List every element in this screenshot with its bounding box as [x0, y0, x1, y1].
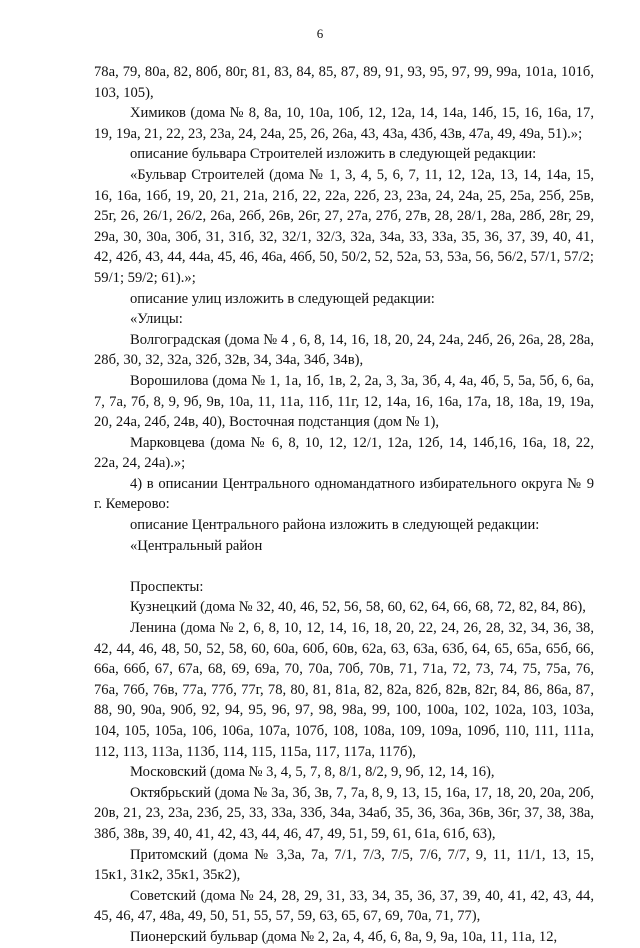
paragraph: описание улиц изложить в следующей редакции:: [130, 290, 435, 307]
paragraph: Волгоградская (дома № 4 , 6, 8, 14, 16, 18, 20, 24, 24а, 24б, 26, 26а, 28, 28а, 28б, 30, 32, 32а, 32б, 32в, 34, 34а, 34б, 34в),: [94, 331, 594, 369]
paragraph: 4) в описании Центрального одномандатного избирательного округа № 9 г. Кемерово:: [94, 475, 594, 513]
paragraph: Проспекты:: [130, 578, 204, 595]
document-body: [94, 62, 594, 948]
paragraph: описание Центрального района изложить в следующей редакции:: [130, 517, 540, 534]
paragraph: Пионерский бульвар (дома № 2, 2а, 4, 4б, 6, 8а, 9, 9а, 10а, 11, 11а, 12,: [130, 928, 558, 945]
paragraph: Ворошилова (дома № 1, 1а, 1б, 1в, 2, 2а, 3, 3а, 3б, 4, 4а, 4б, 5, 5а, 5б, 6, 6а, 7, 7а, 7б, 8, 9, 9б, 9в, 10а, 11, 11а, 11б, 11г, 12, 14а, 16, 16а, 17а, 18, 18а, 19, 19а, 20, 24а, 24б, 24в, 40), Восточная подстанция (дом № 1),: [94, 372, 594, 431]
paragraph: «Улицы:: [130, 311, 183, 328]
paragraph: «Центральный район: [130, 537, 263, 554]
page-number: 6: [316, 26, 324, 41]
paragraph: Химиков (дома № 8, 8а, 10, 10а, 10б, 12, 12а, 14, 14а, 14б, 15, 16, 16а, 17, 19, 19а, 21, 22, 23, 23а, 24, 24а, 25, 26, 26а, 43, 43а, 43б, 43в, 47а, 49, 49а, 51).»;: [94, 105, 594, 142]
paragraph: Московский (дома № 3, 4, 5, 7, 8, 8/1, 8/2, 9, 9б, 12, 14, 16),: [130, 764, 495, 781]
paragraph: Советский (дома № 24, 28, 29, 31, 33, 34, 35, 36, 37, 39, 40, 41, 42, 43, 44, 45, 46, 47, 48а, 49, 50, 51, 55, 57, 59, 63, 65, 67, 69, 70а, 71, 77),: [94, 887, 594, 925]
paragraph: Ленина (дома № 2, 6, 8, 10, 12, 14, 16, 18, 20, 22, 24, 26, 28, 32, 34, 36, 38, 42, 44, 46, 48, 50, 52, 58, 60, 60а, 60б, 60в, 62а, 63, 63а, 63б, 64, 65, 65а, 65б, 66, 66а, 66б, 67, 67а, 68, 69, 69а, 70, 70а, 70б, 70в, 71, 71а, 72, 73, 74, 75, 75а, 76, 76а, 76б, 76в, 77а, 77б, 77г, 78, 80, 81, 81а, 82, 82а, 82б, 82в, 82г, 84, 86, 86а, 87, 88, 90, 90а, 90б, 92, 94, 95, 96, 97, 98, 98а, 99, 100, 100а, 102, 102а, 103, 103а, 104, 105, 105а, 106, 106а, 107а, 107б, 108, 108а, 109, 109а, 109б, 110, 111, 111а, 112, 113, 113а, 113б, 114, 115, 115а, 117, 117а, 117б),: [94, 620, 594, 760]
paragraph: Кузнецкий (дома № 32, 40, 46, 52, 56, 58, 60, 62, 64, 66, 68, 72, 82, 84, 86),: [130, 599, 586, 616]
paragraph: 78а, 79, 80а, 82, 80б, 80г, 81, 83, 84, 85, 87, 89, 91, 93, 95, 97, 99, 99а, 101а, 101б, 103, 105),: [94, 64, 594, 101]
paragraph: описание бульвара Строителей изложить в следующей редакции:: [130, 146, 537, 163]
paragraph: Марковцева (дома № 6, 8, 10, 12, 12/1, 12а, 12б, 14, 14б,16, 16а, 18, 22, 22а, 24, 24а).»;: [94, 434, 594, 472]
paragraph: Октябрьский (дома № 3а, 3б, 3в, 7, 7а, 8, 9, 13, 15, 16а, 17, 18, 20, 20а, 20б, 20в, 21, 23, 23а, 23б, 25, 33, 33а, 33б, 34а, 34аб, 35, 36, 36а, 36в, 36г, 37, 38, 38а, 38б, 38в, 39, 40, 41, 42, 43, 44, 46, 47, 49, 51, 59, 61, 61а, 61б, 63),: [94, 784, 594, 842]
paragraph: «Бульвар Строителей (дома № 1, 3, 4, 5, 6, 7, 11, 12, 12а, 13, 14, 14а, 15, 16, 16а, 16б, 19, 20, 21, 21а, 21б, 22, 22а, 22б, 23, 23а, 24, 24а, 25, 25а, 25б, 25в, 25г, 26, 26/1, 26/2, 26а, 26б, 26в, 26г, 27, 27а, 27б, 27в, 28, 28/1, 28а, 28б, 28г, 29, 29а, 30, 30а, 30б, 31, 31б, 32, 32/1, 32/3, 32а, 34а, 33, 33а, 35, 36, 37, 39, 40, 41, 42, 42б, 43, 44, 44а, 45, 46, 46а, 46б, 50, 50/2, 52, 52а, 53, 53а, 56, 56/2, 57/1, 57/2; 59/1; 59/2; 61).»;: [94, 166, 594, 286]
paragraph: Притомский (дома № 3,3а, 7а, 7/1, 7/3, 7/5, 7/6, 7/7, 9, 11, 11/1, 13, 15, 15к1, 31к2, 35к1, 35к2),: [94, 846, 594, 884]
